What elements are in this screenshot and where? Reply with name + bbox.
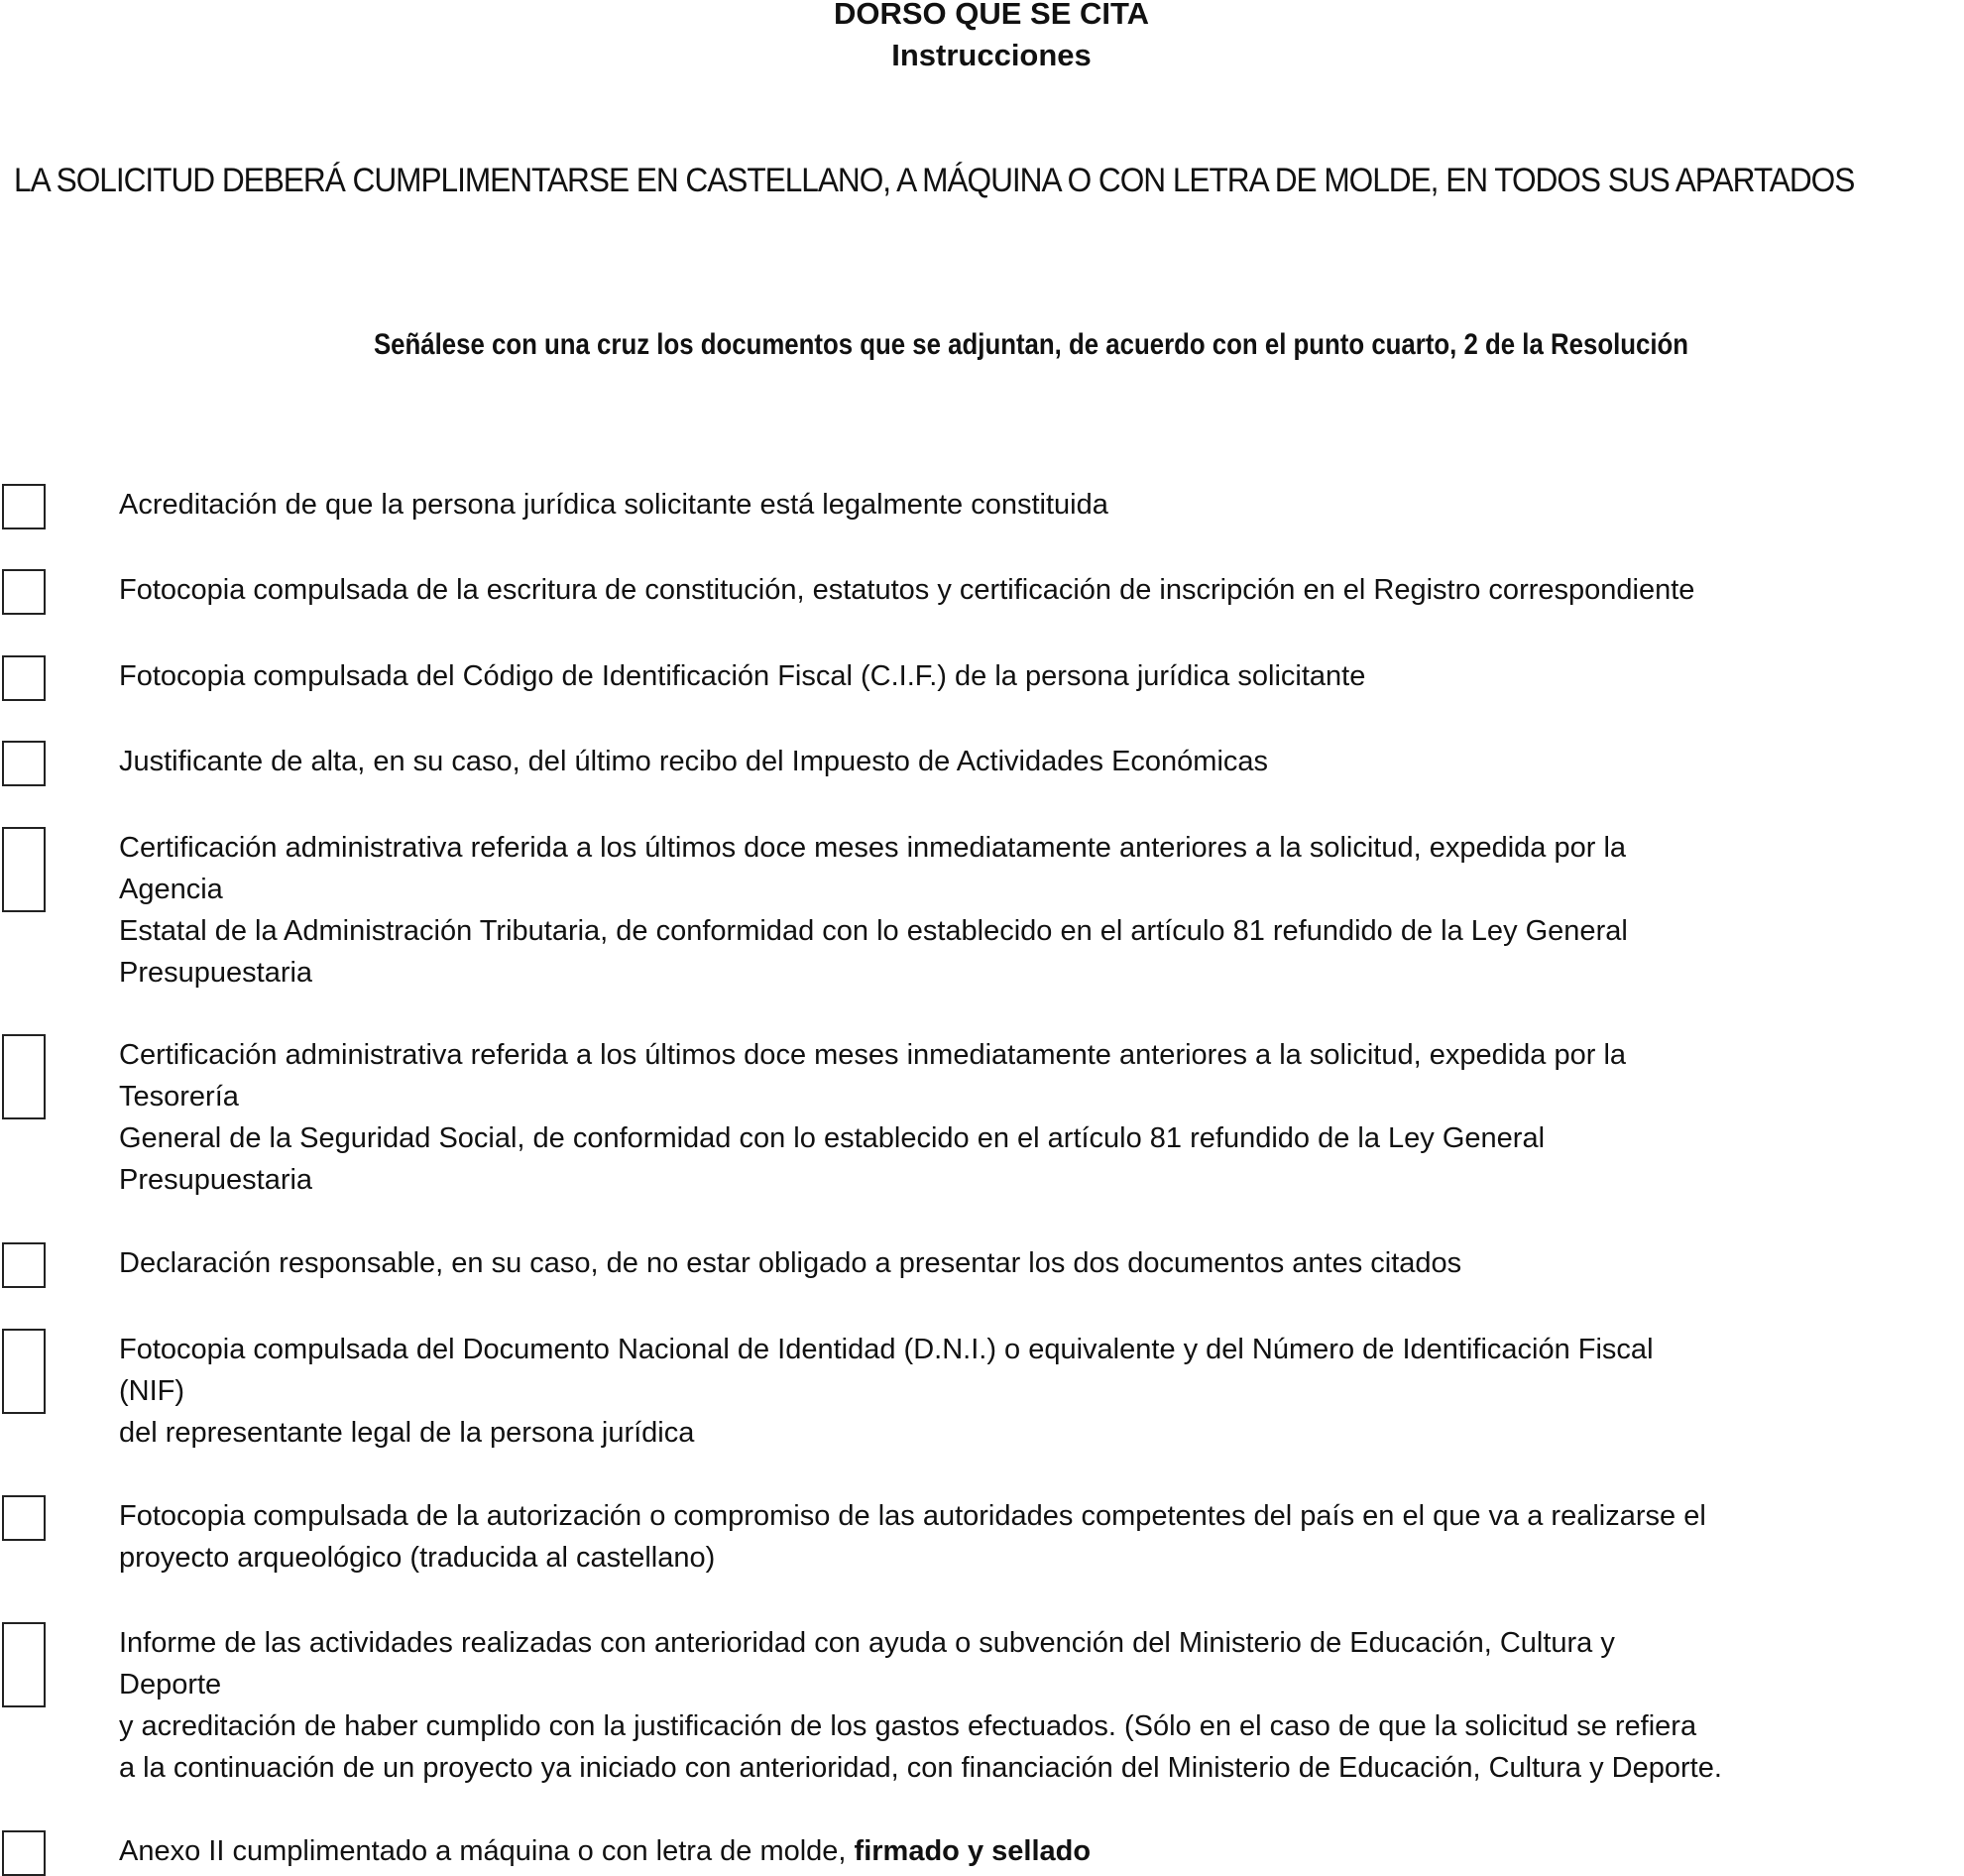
- document-checkbox[interactable]: [2, 827, 46, 912]
- document-label-emphasis: firmado y sellado: [854, 1835, 1092, 1867]
- document-checkbox[interactable]: [2, 1495, 46, 1541]
- document-label: Fotocopia compulsada de la autorización o compromiso de las autoridades competentes del país en el que va a realizarse el proyecto arqueológico (traducida al castellano): [119, 1500, 1706, 1574]
- page-title: DORSO QUE SE CITA: [833, 0, 1150, 31]
- document-label: Fotocopia compulsada del Documento Nacional de Identidad (D.N.I.) o equivalente y del Número de Identificación Fiscal (NIF) del representante legal de la persona jurídica: [119, 1334, 1654, 1449]
- document-label: Declaración responsable, en su caso, de no estar obligado a presentar los dos documentos antes citados: [119, 1247, 1462, 1279]
- page-subtitle: Instrucciones: [891, 38, 1092, 72]
- document-checkbox[interactable]: [2, 1034, 46, 1119]
- document-checkbox[interactable]: [2, 484, 46, 529]
- document-label: Fotocopia compulsada de la escritura de constitución, estatutos y certificación de inscripción en el Registro correspondiente: [119, 574, 1695, 606]
- document-checkbox[interactable]: [2, 1242, 46, 1288]
- language-notice: LA SOLICITUD DEBERÁ CUMPLIMENTARSE EN CASTELLANO, A MÁQUINA O CON LETRA DE MOLDE, EN TODOS SUS APARTADOS: [14, 162, 1855, 199]
- document-checkbox[interactable]: [2, 655, 46, 701]
- document-label: Certificación administrativa referida a los últimos doce meses inmediatamente anteriores a la solicitud, expedida por la Tesorería General de la Seguridad Social, de conformidad con lo establecido en el artículo 81 refundido de la Ley General Presupuestaria: [119, 1039, 1627, 1196]
- document-checkbox[interactable]: [2, 741, 46, 786]
- document-label: Justificante de alta, en su caso, del último recibo del Impuesto de Actividades Económicas: [119, 746, 1269, 777]
- document-label-text: Anexo II cumplimentado a máquina o con letra de molde,: [119, 1835, 855, 1867]
- document-label: Certificación administrativa referida a los últimos doce meses inmediatamente anteriores a la solicitud, expedida por la Agencia Estatal de la Administración Tributaria, de conformidad con lo establecido en el artículo 81 refundido de la Ley General Presupuestaria: [119, 832, 1628, 989]
- document-checkbox[interactable]: [2, 1830, 46, 1876]
- document-checkbox[interactable]: [2, 569, 46, 615]
- document-checkbox[interactable]: [2, 1329, 46, 1414]
- document-checkbox[interactable]: [2, 1622, 46, 1707]
- document-label: [119, 1830, 1963, 1872]
- document-label: Acreditación de que la persona jurídica solicitante está legalmente constituida: [119, 489, 1108, 521]
- document-label: Informe de las actividades realizadas con anterioridad con ayuda o subvención del Ministerio de Educación, Cultura y Deporte y acreditación de haber cumplido con la justificación de los gastos efectuados. (Sólo en el caso de que la solicitud se refiera a la continuación de un proyecto ya iniciado con anterioridad, con financiación del Ministerio de Educación, Cultura y Deporte.: [119, 1627, 1722, 1784]
- document-label: Fotocopia compulsada del Código de Identificación Fiscal (C.I.F.) de la persona jurídica solicitante: [119, 660, 1366, 692]
- mark-instruction: Señálese con una cruz los documentos que se adjuntan, de acuerdo con el punto cuarto, 2 de la Resolución: [373, 328, 1689, 361]
